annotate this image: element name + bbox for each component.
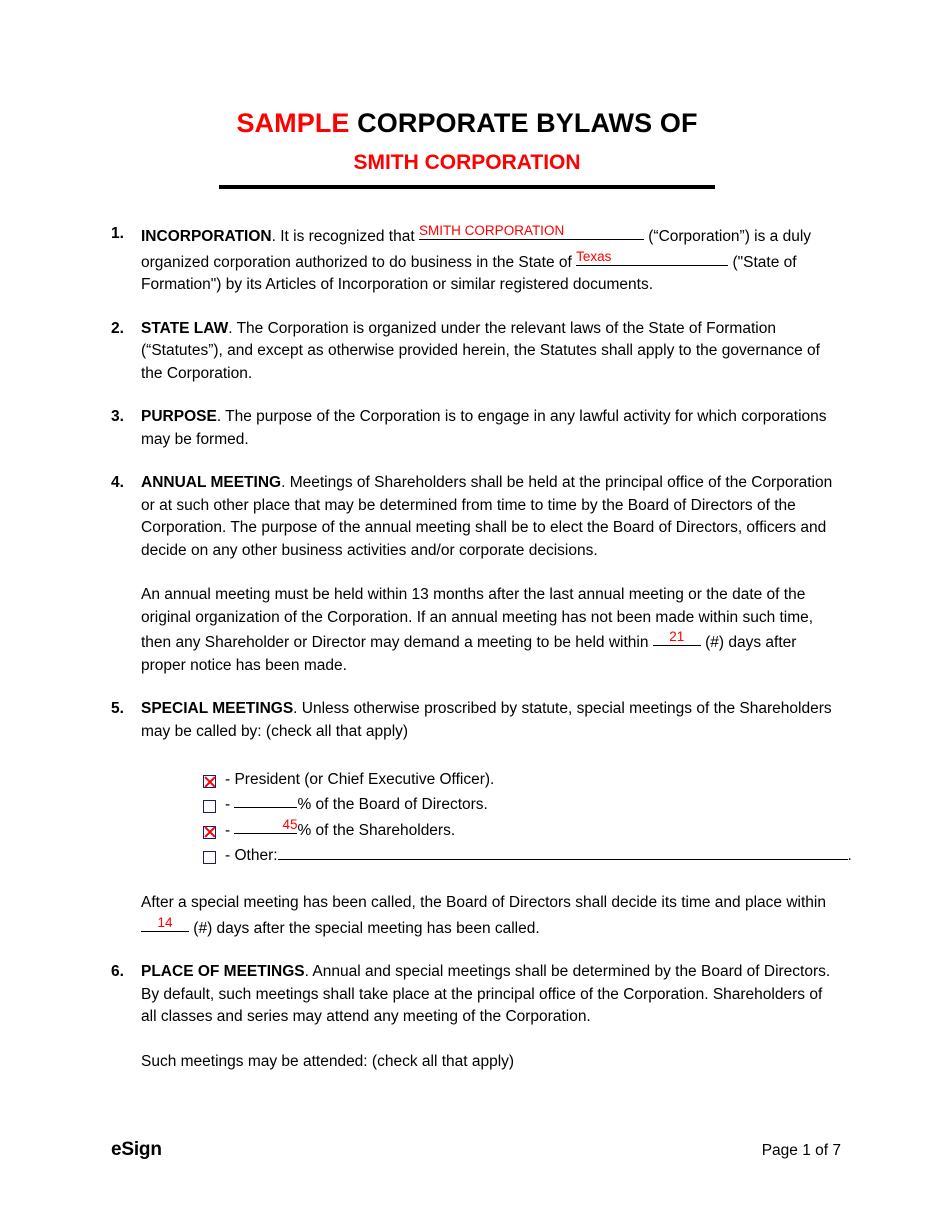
checkbox-option-president[interactable]: [203, 767, 852, 792]
clause-number: 1.: [111, 225, 124, 243]
checkbox-label: [225, 792, 488, 817]
option-label: % of the Shareholders.: [297, 822, 456, 840]
annual-meeting-days-blank[interactable]: 21: [653, 628, 701, 646]
page-number: Page 1 of 7: [761, 1142, 841, 1159]
clause-text-a: . It is recognized that: [271, 228, 419, 246]
clause-text-b: (“Corporation”) is a duly organized corporation authorized to do business in the State of: [141, 228, 812, 271]
clause-heading: ANNUAL MEETING: [141, 474, 282, 492]
other-text-blank[interactable]: [278, 859, 848, 860]
clause-number: 2.: [111, 319, 124, 337]
checkbox-label: [225, 817, 455, 843]
option-dash: -: [225, 822, 235, 840]
paragraph-text-a: After a special meeting has been called, the Board of Directors shall decide its time and place within: [141, 894, 826, 912]
clause-annual-meeting: [111, 472, 841, 677]
clause-text-a: . Meetings of Shareholders shall be held at the principal office of the Corporation or at such other place that may be determined from time to time by the Board of Directors of the Corporation. The purpose of the annual meeting shall be to elect the Board of Directors, officers and decide on any other business activities and/or corporate decisions.: [141, 474, 833, 559]
checkbox-unchecked-icon[interactable]: [203, 800, 216, 813]
checkbox-option-shareholders-percent[interactable]: [203, 817, 852, 843]
special-meetings-checkbox-list: [203, 767, 852, 868]
esign-logo: eSign: [111, 1139, 162, 1160]
page-footer: [111, 1139, 841, 1161]
paragraph-text-b: (#) days after proper notice has been made.: [141, 634, 797, 674]
clause-paragraph-2: [141, 584, 841, 677]
option-label: % of the Board of Directors.: [297, 796, 488, 814]
clause-text: [141, 961, 841, 1073]
clause-heading: PLACE OF MEETINGS: [141, 963, 305, 981]
clause-text: [141, 406, 841, 451]
state-of-formation-blank[interactable]: Texas: [576, 248, 728, 266]
clause-paragraph-1: [141, 961, 841, 1029]
checkbox-unchecked-icon[interactable]: [203, 851, 216, 864]
clause-text-c: ("State of Formation") by its Articles of Incorporation or similar registered documents.: [141, 253, 797, 294]
document-subtitle: SMITH CORPORATION: [353, 151, 581, 175]
clause-text-a: . Annual and special meetings shall be determined by the Board of Directors. By default, such meetings shall take place at the principal office of the Corporation. Shareholders of all classes and series may attend any meeting of the Corporation.: [141, 963, 831, 1026]
clause-number: 5.: [111, 700, 124, 718]
corporation-name-blank[interactable]: SMITH CORPORATION: [419, 222, 644, 240]
option-label: Other:: [234, 847, 278, 865]
checkbox-checked-icon[interactable]: [203, 775, 216, 788]
title-sample-word: SAMPLE: [236, 108, 350, 138]
clause-incorporation: [111, 223, 841, 297]
clause-special-meetings: [111, 698, 852, 940]
clause-heading: PURPOSE: [141, 408, 217, 426]
option-dash: -: [225, 847, 235, 865]
clause-place-of-meetings: [111, 961, 841, 1073]
option-label: President (or Chief Executive Officer).: [234, 771, 495, 789]
clause-paragraph-2: [141, 892, 852, 940]
paragraph-text-a: An annual meeting must be held within 13 months after the last annual meeting or the date of the original organization of the Corporation. If an annual meeting has not been made within such time, then any Shareholder or Director may demand a meeting to be held within: [141, 586, 814, 652]
option-dash: -: [225, 771, 235, 789]
clause-purpose: [111, 406, 841, 451]
checkbox-option-other[interactable]: [203, 843, 852, 868]
clause-text-a: . The purpose of the Corporation is to engage in any lawful activity for which corporations may be formed.: [141, 408, 827, 448]
checkbox-option-board-percent[interactable]: [203, 792, 852, 817]
checkbox-checked-icon[interactable]: [203, 826, 216, 839]
clause-paragraph-1: [141, 698, 852, 743]
special-meeting-days-blank[interactable]: 14: [141, 914, 189, 932]
page-title: [0, 108, 934, 139]
clause-number: 6.: [111, 963, 124, 981]
board-percent-blank[interactable]: [234, 807, 297, 808]
clause-text: [141, 472, 841, 677]
clause-number: 3.: [111, 408, 124, 426]
clause-heading: STATE LAW: [141, 319, 229, 337]
checkbox-label: [225, 767, 494, 792]
clause-paragraph-2: Such meetings may be attended: (check all that apply): [141, 1052, 515, 1070]
title-remainder: CORPORATE BYLAWS OF: [349, 108, 698, 138]
clause-text: [141, 223, 841, 297]
clause-number: 4.: [111, 474, 124, 492]
clause-state-law: [111, 318, 841, 386]
clause-text-a: . The Corporation is organized under the relevant laws of the State of Formation (“Statutes”), and except as otherwise provided herein, the Statutes shall apply to the governance of the Corporation.: [141, 319, 820, 382]
paragraph-text-b: (#) days after the special meeting has been called.: [189, 919, 540, 937]
clause-text: [141, 698, 852, 940]
checkbox-label: [225, 843, 852, 868]
shareholders-percent-blank[interactable]: 45: [234, 816, 297, 834]
option-label-after: .: [847, 847, 852, 865]
option-dash: -: [225, 796, 235, 814]
clause-heading: INCORPORATION: [141, 228, 272, 246]
document-body: [0, 223, 934, 1073]
title-divider: [219, 185, 715, 189]
clause-text: [141, 318, 841, 386]
document-header: [0, 0, 934, 189]
clause-paragraph-1: [141, 472, 841, 562]
clause-heading: SPECIAL MEETINGS: [141, 700, 294, 718]
clause-text-a: . Unless otherwise proscribed by statute, special meetings of the Shareholders may be called by: (check all that apply): [141, 700, 832, 740]
